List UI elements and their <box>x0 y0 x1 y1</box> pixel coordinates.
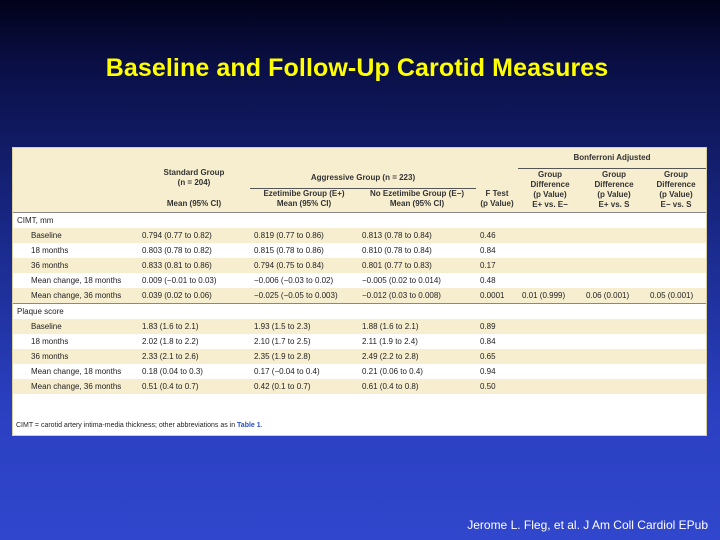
ezetimibe-value: −0.006 (−0.03 to 0.02) <box>254 275 334 285</box>
bonf-ez-vs-std <box>582 243 646 258</box>
table-row <box>13 243 706 258</box>
std-value: 2.02 (1.8 to 2.2) <box>142 336 199 346</box>
std-value: 2.33 (2.1 to 2.6) <box>138 349 250 364</box>
section-label: Plaque score <box>13 303 706 319</box>
no-ezetimibe-value: −0.012 (0.03 to 0.008) <box>358 288 476 304</box>
bonf-ez-vs-noez <box>518 349 582 364</box>
table-row <box>13 273 706 288</box>
footnote-end: . <box>260 422 263 429</box>
table-row <box>13 334 706 349</box>
col-header-b2 <box>582 168 646 212</box>
section-label: CIMT, mm <box>13 212 706 228</box>
no-ezetimibe-value: 0.21 (0.06 to 0.4) <box>362 366 423 376</box>
bonf-ez-vs-noez: 0.01 (0.999) <box>518 288 582 304</box>
no-ezetimibe-value: 0.801 (0.77 to 0.83) <box>358 258 476 273</box>
std-value: 0.833 (0.81 to 0.86) <box>138 258 250 273</box>
std-value: 0.18 (0.04 to 0.3) <box>142 366 203 376</box>
b3-line-1: Group <box>664 170 688 179</box>
row-label: Baseline <box>13 228 138 243</box>
f-test-value: 0.50 <box>476 379 518 394</box>
bonf-noez-vs-std <box>646 243 706 258</box>
col-header-b1 <box>518 168 582 212</box>
table-body <box>13 212 706 394</box>
bonf-ez-vs-noez <box>518 364 582 379</box>
table-row <box>13 379 706 394</box>
b1-line-2: Difference <box>530 180 570 189</box>
bonf-ez-vs-noez <box>518 243 582 258</box>
row-label: Baseline <box>13 319 138 334</box>
row-label: Mean change, 18 months <box>31 366 122 376</box>
row-label: 18 months <box>31 336 69 346</box>
bonf-ez-vs-std <box>582 334 646 349</box>
bonferroni-header: Bonferroni Adjusted <box>518 148 706 168</box>
bonf-ez-vs-std: 0.06 (0.001) <box>582 288 646 304</box>
ezetimibe-value: 0.815 (0.78 to 0.86) <box>254 245 324 255</box>
b1-line-4: E+ vs. E− <box>532 200 568 209</box>
no-ezetimibe-value: 0.813 (0.78 to 0.84) <box>358 228 476 243</box>
bonf-ez-vs-noez <box>518 273 582 288</box>
bonf-ez-vs-noez <box>518 334 582 349</box>
col-header-ezet <box>250 188 358 212</box>
std-value: 0.51 (0.4 to 0.7) <box>138 379 250 394</box>
ezet-line-1: Ezetimibe Group (E+) <box>263 188 345 198</box>
std-value: 0.803 (0.78 to 0.82) <box>142 245 212 255</box>
col-header-std-mean: Mean (95% CI) <box>166 198 222 208</box>
b1-line-3: (p Value) <box>533 190 567 199</box>
footnote-table-ref[interactable]: Table 1 <box>237 422 261 429</box>
f-test-value: 0.94 <box>480 366 496 376</box>
bonf-ez-vs-noez <box>518 228 582 243</box>
ezetimibe-value: 1.93 (1.5 to 2.3) <box>250 319 358 334</box>
f-test-value: 0.48 <box>480 275 496 285</box>
ezet-line-2: Mean (95% CI) <box>276 198 332 208</box>
bonf-noez-vs-std <box>646 258 706 273</box>
row-label: 36 months <box>13 349 138 364</box>
citation-credit: Jerome L. Fleg, et al. J Am Coll Cardiol EPub <box>467 518 708 532</box>
f-test-value: 0.17 <box>476 258 518 273</box>
b2-line-3: (p Value) <box>597 190 631 199</box>
std-value: 0.039 (0.02 to 0.06) <box>138 288 250 304</box>
noezet-line-2: Mean (95% CI) <box>389 198 445 208</box>
b2-line-1: Group <box>602 170 626 179</box>
standard-group-n: (n = 204) <box>177 178 211 187</box>
no-ezetimibe-value: −0.005 (0.02 to 0.014) <box>362 275 441 285</box>
b1-line-1: Group <box>538 170 562 179</box>
row-label: Mean change, 18 months <box>31 275 122 285</box>
no-ezetimibe-value: 2.11 (1.9 to 2.4) <box>362 336 418 346</box>
bonf-ez-vs-std <box>582 258 646 273</box>
ftest-line-2: (p Value) <box>480 198 514 208</box>
no-ezetimibe-value: 2.49 (2.2 to 2.8) <box>358 349 476 364</box>
bonf-noez-vs-std <box>646 273 706 288</box>
bonf-ez-vs-std <box>582 273 646 288</box>
std-value: 0.009 (−0.01 to 0.03) <box>142 275 217 285</box>
bonf-ez-vs-noez <box>518 379 582 394</box>
footnote-text: CIMT = carotid artery intima-media thickness; other abbreviations as in <box>16 422 238 429</box>
ezetimibe-value: 0.819 (0.77 to 0.86) <box>250 228 358 243</box>
standard-group-label: Standard Group <box>163 168 225 177</box>
aggressive-group-header: Aggressive Group (n = 223) <box>250 168 476 188</box>
f-test-value: 0.89 <box>476 319 518 334</box>
f-test-value: 0.84 <box>480 336 496 346</box>
standard-group-header <box>138 168 250 188</box>
bonf-noez-vs-std <box>646 228 706 243</box>
slide-title: Baseline and Follow-Up Carotid Measures <box>105 54 609 82</box>
table-row <box>13 228 706 243</box>
ezetimibe-value: 2.10 (1.7 to 2.5) <box>254 336 311 346</box>
row-label: 36 months <box>13 258 138 273</box>
bonf-ez-vs-std <box>582 364 646 379</box>
ezetimibe-value: −0.025 (−0.05 to 0.003) <box>250 288 358 304</box>
bonf-ez-vs-std <box>582 349 646 364</box>
row-label: Mean change, 36 months <box>13 288 138 304</box>
bonf-noez-vs-std <box>646 319 706 334</box>
table-footnote <box>16 422 263 429</box>
ezetimibe-value: 2.35 (1.9 to 2.8) <box>250 349 358 364</box>
bonf-ez-vs-std <box>582 228 646 243</box>
b2-line-2: Difference <box>594 180 634 189</box>
ezetimibe-value: 0.42 (0.1 to 0.7) <box>250 379 358 394</box>
table-row <box>13 288 706 304</box>
table-row <box>13 364 706 379</box>
section-row <box>13 303 706 319</box>
bonf-noez-vs-std <box>646 334 706 349</box>
ezetimibe-value: 0.794 (0.75 to 0.84) <box>250 258 358 273</box>
no-ezetimibe-value: 0.810 (0.78 to 0.84) <box>362 245 432 255</box>
col-header-b3 <box>646 168 706 212</box>
col-header-ftest <box>476 188 518 212</box>
section-row <box>13 212 706 228</box>
table-header <box>13 148 706 212</box>
bonf-ez-vs-noez <box>518 319 582 334</box>
bonf-noez-vs-std <box>646 379 706 394</box>
bonf-ez-vs-std <box>582 319 646 334</box>
std-value: 0.794 (0.77 to 0.82) <box>138 228 250 243</box>
std-value: 1.83 (1.6 to 2.1) <box>138 319 250 334</box>
ezetimibe-value: 0.17 (−0.04 to 0.4) <box>254 366 320 376</box>
bonf-ez-vs-noez <box>518 258 582 273</box>
f-test-value: 0.0001 <box>476 288 518 304</box>
table-row <box>13 258 706 273</box>
row-label: 18 months <box>31 245 69 255</box>
table-row <box>13 349 706 364</box>
f-test-value: 0.65 <box>476 349 518 364</box>
noezet-line-1: No Ezetimibe Group (E−) <box>369 188 464 198</box>
col-header-noezet <box>358 188 476 212</box>
b3-line-4: E− vs. S <box>660 200 692 209</box>
table-row <box>13 319 706 334</box>
bonf-noez-vs-std <box>646 349 706 364</box>
ftest-line-1: F Test <box>485 188 509 198</box>
carotid-measures-table <box>13 148 706 394</box>
b2-line-4: E+ vs. S <box>598 200 630 209</box>
no-ezetimibe-value: 1.88 (1.6 to 2.1) <box>358 319 476 334</box>
no-ezetimibe-value: 0.61 (0.4 to 0.8) <box>358 379 476 394</box>
f-test-value: 0.46 <box>476 228 518 243</box>
bonf-noez-vs-std: 0.05 (0.001) <box>646 288 706 304</box>
data-table-panel <box>12 147 707 436</box>
f-test-value: 0.84 <box>480 245 496 255</box>
row-label: Mean change, 36 months <box>13 379 138 394</box>
bonf-ez-vs-std <box>582 379 646 394</box>
b3-line-2: Difference <box>656 180 696 189</box>
bonf-noez-vs-std <box>646 364 706 379</box>
b3-line-3: (p Value) <box>659 190 693 199</box>
